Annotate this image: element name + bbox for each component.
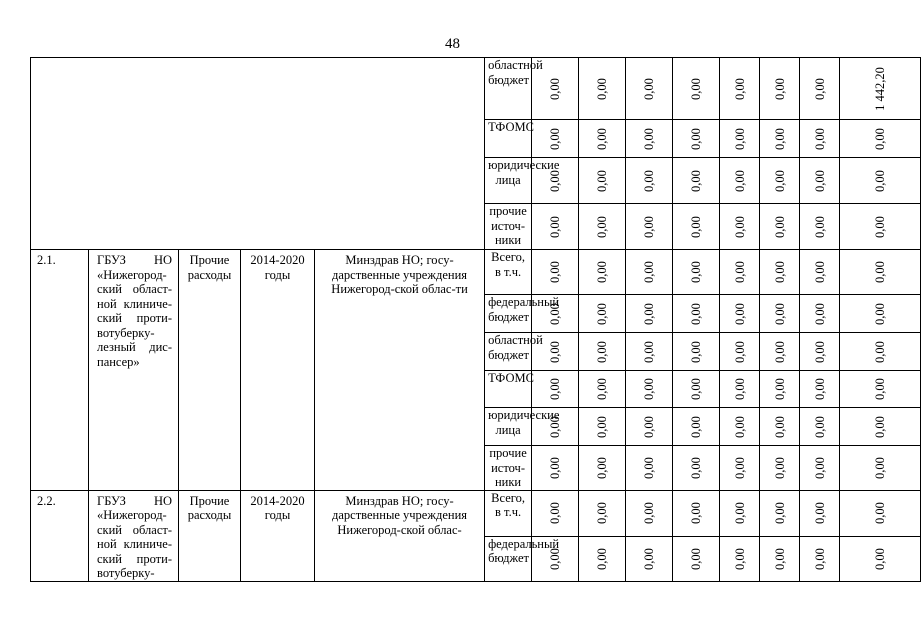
funding-source: прочие источ-ники: [485, 446, 532, 491]
value-cell: 0,00: [626, 536, 673, 581]
value-cell: 0,00: [532, 333, 579, 371]
period: 2014-2020 годы: [241, 250, 315, 491]
value-cell: 0,00: [840, 250, 921, 295]
funding-source: ТФОМС: [485, 371, 532, 408]
value-cell: 0,00: [579, 333, 626, 371]
value-cell: 0,00: [532, 120, 579, 158]
value-cell: 0,00: [800, 58, 840, 120]
value-cell: 0,00: [532, 371, 579, 408]
value-cell: 0,00: [720, 204, 760, 250]
value-cell: 0,00: [626, 490, 673, 536]
executor: Минздрав НО; госу-дарственные учреждения Нижегород-ской облас-ти: [315, 250, 485, 491]
funding-source: юридические лица: [485, 408, 532, 446]
funding-source: федеральный бюджет: [485, 536, 532, 581]
value-cell: 0,00: [532, 490, 579, 536]
value-cell: 0,00: [760, 204, 800, 250]
value-cell: 0,00: [673, 536, 720, 581]
value-cell: 0,00: [673, 120, 720, 158]
funding-source: Всего, в т.ч.: [485, 490, 532, 536]
value-cell: 0,00: [532, 58, 579, 120]
page-number: 48: [445, 36, 460, 52]
value-cell: 0,00: [626, 333, 673, 371]
value-cell: 0,00: [673, 158, 720, 204]
funding-source: прочие источ-ники: [485, 204, 532, 250]
executor: Минздрав НО; госу-дарственные учреждения Нижегород-ской облас-: [315, 490, 485, 581]
value-cell: 0,00: [626, 58, 673, 120]
value-cell: 0,00: [840, 490, 921, 536]
funding-source: ТФОМС: [485, 120, 532, 158]
value-cell: 0,00: [800, 333, 840, 371]
value-cell: 0,00: [673, 250, 720, 295]
value-cell: 0,00: [532, 250, 579, 295]
value-cell: 0,00: [800, 408, 840, 446]
value-cell: 0,00: [720, 446, 760, 491]
value-cell: 0,00: [800, 490, 840, 536]
value-cell: 0,00: [720, 58, 760, 120]
value-cell: 0,00: [800, 120, 840, 158]
value-cell: 0,00: [579, 295, 626, 333]
empty-continuation-cell: [31, 58, 485, 250]
value-cell: 0,00: [673, 490, 720, 536]
value-cell: 0,00: [532, 158, 579, 204]
value-cell: 0,00: [579, 204, 626, 250]
value-cell: 0,00: [579, 120, 626, 158]
value-cell: 0,00: [760, 158, 800, 204]
item-number: 2.2.: [31, 490, 89, 581]
value-cell: 0,00: [760, 490, 800, 536]
funding-source: областной бюджет: [485, 333, 532, 371]
table-row: [31, 490, 921, 536]
value-cell: 0,00: [760, 250, 800, 295]
value-cell: 0,00: [532, 446, 579, 491]
value-cell: 0,00: [800, 371, 840, 408]
value-cell: 0,00: [626, 120, 673, 158]
item-number: 2.1.: [31, 250, 89, 491]
value-cell: 1 442,20: [840, 58, 921, 120]
value-cell: 0,00: [760, 295, 800, 333]
value-cell: 0,00: [673, 408, 720, 446]
value-cell: 0,00: [840, 536, 921, 581]
value-cell: 0,00: [579, 371, 626, 408]
value-cell: 0,00: [532, 295, 579, 333]
expense-type: Прочие расходы: [179, 490, 241, 581]
value-cell: 0,00: [800, 295, 840, 333]
value-cell: 0,00: [579, 250, 626, 295]
table-row: [31, 58, 921, 120]
value-cell: 0,00: [673, 333, 720, 371]
value-cell: 0,00: [673, 58, 720, 120]
value-cell: 0,00: [760, 446, 800, 491]
value-cell: 0,00: [626, 408, 673, 446]
financing-table: [30, 57, 921, 582]
value-cell: 0,00: [800, 536, 840, 581]
value-cell: 0,00: [720, 408, 760, 446]
value-cell: 0,00: [720, 250, 760, 295]
value-cell: 0,00: [800, 250, 840, 295]
value-cell: 0,00: [840, 408, 921, 446]
value-cell: 0,00: [840, 295, 921, 333]
value-cell: 0,00: [720, 490, 760, 536]
value-cell: 0,00: [626, 295, 673, 333]
value-cell: 0,00: [760, 333, 800, 371]
funding-source: федеральный бюджет: [485, 295, 532, 333]
value-cell: 0,00: [532, 408, 579, 446]
value-cell: 0,00: [840, 204, 921, 250]
value-cell: 0,00: [673, 371, 720, 408]
value-cell: 0,00: [626, 158, 673, 204]
value-cell: 0,00: [532, 536, 579, 581]
value-cell: 0,00: [673, 204, 720, 250]
funding-source: областной бюджет: [485, 58, 532, 120]
value-cell: 0,00: [579, 58, 626, 120]
value-cell: 0,00: [673, 295, 720, 333]
value-cell: 0,00: [800, 446, 840, 491]
value-cell: 0,00: [720, 120, 760, 158]
table-row: [31, 250, 921, 295]
organization-name: ГБУЗ НО «Нижегород-ский област-ной клиниче-ский проти-вотуберку-: [89, 490, 179, 581]
value-cell: 0,00: [840, 371, 921, 408]
value-cell: 0,00: [800, 158, 840, 204]
funding-source: Всего, в т.ч.: [485, 250, 532, 295]
value-cell: 0,00: [626, 204, 673, 250]
value-cell: 0,00: [579, 408, 626, 446]
organization-name: ГБУЗ НО «Нижегород-ский област-ной клиниче-ский проти-вотуберку-лезный дис-пансер»: [89, 250, 179, 491]
value-cell: 0,00: [626, 446, 673, 491]
value-cell: 0,00: [840, 158, 921, 204]
expense-type: Прочие расходы: [179, 250, 241, 491]
value-cell: 0,00: [800, 204, 840, 250]
value-cell: 0,00: [579, 490, 626, 536]
value-cell: 0,00: [626, 371, 673, 408]
value-cell: 0,00: [760, 536, 800, 581]
value-cell: 0,00: [760, 408, 800, 446]
value-cell: 0,00: [532, 204, 579, 250]
value-cell: 0,00: [673, 446, 720, 491]
value-cell: 0,00: [720, 295, 760, 333]
value-cell: 0,00: [760, 120, 800, 158]
value-cell: 0,00: [720, 333, 760, 371]
funding-source: юридические лица: [485, 158, 532, 204]
value-cell: 0,00: [579, 446, 626, 491]
period: 2014-2020 годы: [241, 490, 315, 581]
value-cell: 0,00: [760, 371, 800, 408]
value-cell: 0,00: [579, 158, 626, 204]
value-cell: 0,00: [579, 536, 626, 581]
value-cell: 0,00: [840, 446, 921, 491]
value-cell: 0,00: [626, 250, 673, 295]
value-cell: 0,00: [720, 158, 760, 204]
value-cell: 0,00: [720, 371, 760, 408]
value-cell: 0,00: [760, 58, 800, 120]
value-cell: 0,00: [840, 333, 921, 371]
value-cell: 0,00: [720, 536, 760, 581]
value-cell: 0,00: [840, 120, 921, 158]
